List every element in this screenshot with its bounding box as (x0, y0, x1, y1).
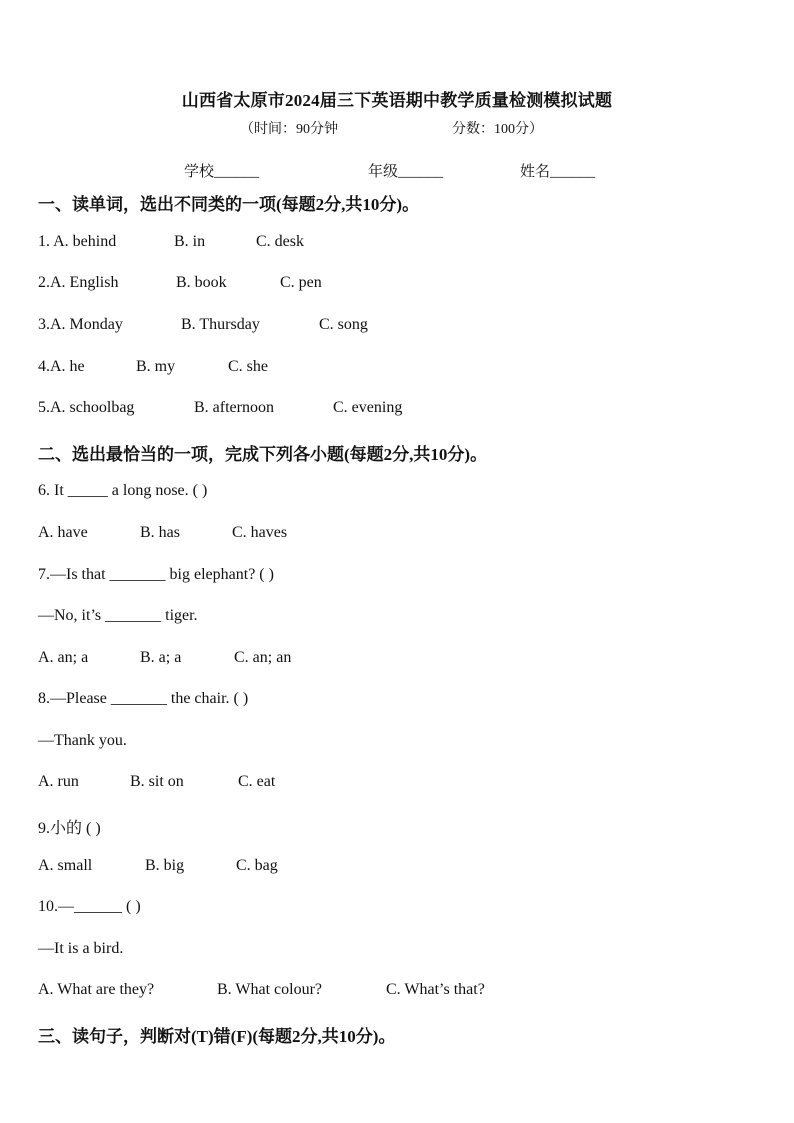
question-9-stem: 9.小的 ( ) (38, 820, 101, 837)
option-c: C. bag (236, 857, 278, 874)
option-b: B. a; a (140, 649, 182, 666)
exam-score: 分数：100分） (452, 122, 543, 137)
option-c: C. desk (256, 233, 304, 250)
question-7-stem: 7.—Is that _______ big elephant? ( ) (38, 566, 274, 583)
option-a: 2.A. English (38, 274, 119, 291)
option-a: A. What are they? (38, 981, 155, 998)
section-1-heading: 一、读单词，选出不同类的一项(每题2分,共10分)。 (38, 195, 420, 214)
question-4 (38, 358, 268, 376)
school-field: 学校______ (184, 164, 260, 180)
option-b: B. sit on (130, 773, 184, 790)
question-5 (38, 399, 402, 417)
option-b: B. What colour? (217, 981, 323, 998)
question-8-stem: 8.—Please _______ the chair. ( ) (38, 690, 249, 707)
option-a: 4.A. he (38, 358, 85, 375)
question-1 (38, 233, 304, 251)
option-a: A. an; a (38, 649, 89, 666)
option-b: B. my (136, 358, 176, 375)
option-a: 1. A. behind (38, 233, 117, 250)
option-c: C. an; an (234, 649, 292, 666)
option-c: C. haves (232, 524, 288, 541)
question-7-reply: —No, it’s _______ tiger. (38, 607, 198, 624)
option-b: B. afternoon (194, 399, 274, 416)
option-b: B. book (176, 274, 227, 291)
question-10-reply: —It is a bird. (38, 940, 124, 957)
option-b: B. big (145, 857, 185, 874)
option-a: A. run (38, 773, 79, 790)
exam-time: （时间：90分钟 (240, 122, 338, 137)
page-title: 山西省太原市2024届三下英语期中教学质量检测模拟试题 (181, 91, 613, 110)
option-a: 5.A. schoolbag (38, 399, 135, 416)
option-a: A. have (38, 524, 88, 541)
option-b: B. in (174, 233, 206, 250)
option-c: C. eat (238, 773, 276, 790)
question-6-options (38, 524, 287, 542)
question-7-options (38, 649, 291, 667)
section-2-heading: 二、选出最恰当的一项，完成下列各小题(每题2分,共10分)。 (38, 445, 488, 464)
question-3 (38, 316, 368, 334)
section-3-heading: 三、读句子，判断对(T)错(F)(每题2分,共10分)。 (38, 1027, 396, 1046)
option-c: C. she (228, 358, 268, 375)
option-b: B. Thursday (181, 316, 260, 333)
grade-field: 年级______ (368, 164, 444, 180)
option-a: A. small (38, 857, 93, 874)
question-6-stem: 6. It _____ a long nose. ( ) (38, 482, 208, 499)
question-10-options (38, 981, 485, 999)
question-8-reply: —Thank you. (38, 732, 127, 749)
option-c: C. pen (280, 274, 322, 291)
question-2 (38, 274, 322, 292)
option-c: C. song (319, 316, 368, 333)
option-c: C. evening (333, 399, 403, 416)
name-field: 姓名______ (520, 164, 596, 180)
question-8-options (38, 773, 275, 791)
option-b: B. has (140, 524, 180, 541)
option-a: 3.A. Monday (38, 316, 123, 333)
option-c: C. What’s that? (386, 981, 485, 998)
question-10-stem: 10.—______ ( ) (38, 898, 141, 915)
question-9-options (38, 857, 278, 875)
